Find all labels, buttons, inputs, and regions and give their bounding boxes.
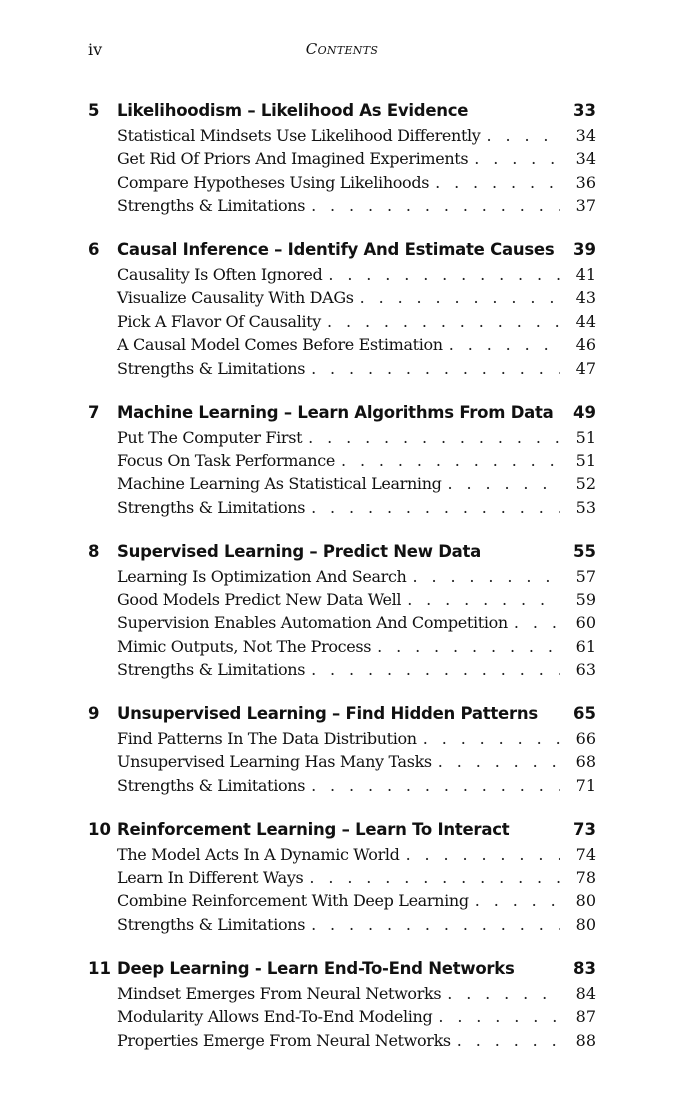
section-page-number: 37 (575, 196, 596, 216)
section-page-number: 44 (575, 311, 596, 331)
section-title: Strengths & Limitations (117, 914, 306, 934)
section-page-number: 59 (575, 589, 596, 609)
section-page-number: 74 (575, 844, 596, 864)
dot-leader (305, 194, 560, 217)
chapter-page-number: 39 (573, 240, 596, 260)
chapter-entry[interactable] (88, 98, 596, 124)
section-title: Get Rid Of Priors And Imagined Experiments (117, 149, 469, 169)
section-page-number: 57 (575, 566, 596, 586)
chapter-page-number: 83 (573, 958, 596, 978)
section-title: Learn In Different Ways (117, 868, 304, 888)
header-page-number: iv (88, 40, 103, 59)
section-page-number: 51 (575, 450, 596, 470)
section-title: Focus On Task Performance (117, 450, 335, 470)
dot-leader (335, 449, 560, 472)
dot-leader (322, 263, 560, 286)
section-title: Mindset Emerges From Neural Networks (117, 983, 442, 1003)
chapter-number: 10 (88, 819, 111, 839)
dot-leader (401, 588, 560, 611)
toc-chapter (88, 539, 596, 682)
dot-leader (432, 750, 560, 773)
section-entry[interactable] (88, 472, 596, 495)
section-title: Pick A Flavor Of Causality (117, 311, 321, 331)
section-page-number: 63 (575, 660, 596, 680)
section-entry[interactable] (88, 333, 596, 356)
dot-leader (371, 635, 560, 658)
section-title: Strengths & Limitations (117, 497, 306, 517)
section-title: A Causal Model Comes Before Estimation (117, 335, 443, 355)
toc-chapter (88, 237, 596, 380)
dot-leader (443, 333, 560, 356)
section-title: Strengths & Limitations (117, 196, 306, 216)
dot-leader (305, 496, 560, 519)
section-entry[interactable] (88, 774, 596, 797)
chapter-number: 8 (88, 541, 100, 561)
section-page-number: 52 (575, 474, 596, 494)
dot-leader (305, 774, 560, 797)
section-entry[interactable] (88, 565, 596, 588)
section-entry[interactable] (88, 496, 596, 519)
section-page-number: 80 (575, 914, 596, 934)
section-title: Statistical Mindsets Use Likelihood Differently (117, 126, 481, 145)
section-title: Unsupervised Learning Has Many Tasks (117, 752, 432, 772)
section-entry[interactable] (88, 124, 596, 147)
chapter-number: 6 (88, 240, 100, 260)
section-page-number: 61 (575, 636, 596, 656)
section-entry[interactable] (88, 866, 596, 889)
chapter-title: Reinforcement Learning – Learn To Interact (117, 819, 510, 839)
section-page-number: 41 (575, 265, 596, 285)
dot-leader (468, 147, 560, 170)
section-entry[interactable] (88, 658, 596, 681)
toc-chapter (88, 98, 596, 218)
section-entry[interactable] (88, 263, 596, 286)
section-title: Visualize Causality With DAGs (117, 288, 354, 308)
dot-leader (305, 658, 560, 681)
dot-leader (400, 843, 560, 866)
section-entry[interactable] (88, 310, 596, 333)
chapter-page-number: 55 (573, 541, 596, 561)
section-page-number: 88 (575, 1030, 596, 1050)
section-entry[interactable] (88, 889, 596, 912)
section-entry[interactable] (88, 588, 596, 611)
dot-leader (305, 357, 560, 380)
section-page-number: 60 (575, 613, 596, 633)
chapter-number: 5 (88, 101, 100, 120)
section-page-number: 53 (575, 497, 596, 517)
section-title: Put The Computer First (117, 427, 303, 447)
section-page-number: 47 (575, 358, 596, 378)
section-title: Strengths & Limitations (117, 358, 306, 378)
toc-chapter (88, 956, 596, 1052)
dot-leader (303, 866, 560, 889)
section-title: Mimic Outputs, Not The Process (117, 636, 372, 656)
chapter-entry[interactable] (88, 701, 596, 727)
section-title: The Model Acts In A Dynamic World (117, 844, 400, 864)
chapter-number: 9 (88, 704, 100, 724)
section-entry[interactable] (88, 913, 596, 936)
chapter-title: Causal Inference – Identify And Estimate Causes (117, 240, 555, 260)
dot-leader (321, 310, 560, 333)
section-title: Good Models Predict New Data Well (117, 589, 402, 609)
chapter-page-number: 73 (573, 819, 596, 839)
chapter-entry[interactable] (88, 539, 596, 565)
running-header (88, 40, 596, 64)
section-page-number: 87 (575, 1007, 596, 1027)
section-entry[interactable] (88, 449, 596, 472)
dot-leader (451, 1029, 560, 1052)
section-title: Find Patterns In The Data Distribution (117, 729, 417, 749)
dot-leader (407, 565, 560, 588)
section-title: Properties Emerge From Neural Networks (117, 1030, 451, 1050)
section-page-number: 66 (575, 729, 596, 749)
section-page-number: 46 (575, 335, 596, 355)
toc-chapter (88, 400, 596, 520)
section-page-number: 78 (575, 868, 596, 888)
chapter-entry[interactable] (88, 956, 596, 982)
chapter-title: Unsupervised Learning – Find Hidden Patterns (117, 704, 538, 724)
chapter-page-number: 65 (573, 704, 596, 724)
dot-leader (432, 1005, 560, 1028)
toc-chapter (88, 817, 596, 937)
section-title: Strengths & Limitations (117, 660, 306, 680)
chapter-number: 7 (88, 402, 100, 422)
section-entry[interactable] (88, 1005, 596, 1028)
dot-leader (429, 171, 560, 194)
dot-leader (417, 727, 560, 750)
section-page-number: 43 (575, 288, 596, 308)
chapter-page-number: 49 (573, 402, 596, 422)
chapter-title: Deep Learning - Learn End-To-End Networks (117, 958, 515, 978)
chapter-title: Supervised Learning – Predict New Data (117, 541, 482, 561)
toc-chapter (88, 701, 596, 797)
dot-leader (354, 286, 560, 309)
chapter-title: Machine Learning – Learn Algorithms From Data (117, 402, 554, 422)
chapter-title: Likelihoodism – Likelihood As Evidence (117, 101, 469, 120)
chapter-entry[interactable] (88, 237, 596, 263)
section-entry[interactable] (88, 843, 596, 866)
dot-leader (302, 426, 560, 449)
dot-leader (508, 611, 560, 634)
section-title: Compare Hypotheses Using Likelihoods (117, 172, 430, 192)
section-title: Causality Is Often Ignored (117, 265, 323, 285)
dot-leader (305, 913, 560, 936)
section-entry[interactable] (88, 194, 596, 217)
section-entry[interactable] (88, 357, 596, 380)
section-title: Supervision Enables Automation And Competition (117, 613, 508, 633)
section-page-number: 71 (575, 775, 596, 795)
section-entry[interactable] (88, 982, 596, 1005)
section-title: Learning Is Optimization And Search (117, 566, 407, 586)
chapter-entry[interactable] (88, 400, 596, 426)
section-entry[interactable] (88, 286, 596, 309)
section-entry[interactable] (88, 171, 596, 194)
dot-leader (441, 982, 560, 1005)
section-page-number: 68 (575, 752, 596, 772)
chapter-entry[interactable] (88, 817, 596, 843)
dot-leader (469, 889, 560, 912)
section-entry[interactable] (88, 426, 596, 449)
section-title: Modularity Allows End-To-End Modeling (117, 1007, 433, 1027)
table-of-contents (88, 98, 596, 1071)
dot-leader (442, 472, 560, 495)
dot-leader (481, 124, 561, 147)
section-page-number: 80 (575, 891, 596, 911)
section-entry[interactable] (88, 1029, 596, 1052)
section-title: Machine Learning As Statistical Learning (117, 474, 442, 494)
section-page-number: 34 (575, 126, 596, 145)
section-title: Strengths & Limitations (117, 775, 306, 795)
header-title: Contents (305, 40, 379, 58)
chapter-number: 11 (88, 958, 111, 978)
section-page-number: 34 (575, 149, 596, 169)
section-entry[interactable] (88, 727, 596, 750)
section-page-number: 51 (575, 427, 596, 447)
section-title: Combine Reinforcement With Deep Learning (117, 891, 469, 911)
section-entry[interactable] (88, 750, 596, 773)
section-entry[interactable] (88, 611, 596, 634)
chapter-page-number: 33 (573, 101, 596, 120)
section-page-number: 84 (575, 983, 596, 1003)
section-entry[interactable] (88, 147, 596, 170)
section-page-number: 36 (575, 172, 596, 192)
section-entry[interactable] (88, 635, 596, 658)
